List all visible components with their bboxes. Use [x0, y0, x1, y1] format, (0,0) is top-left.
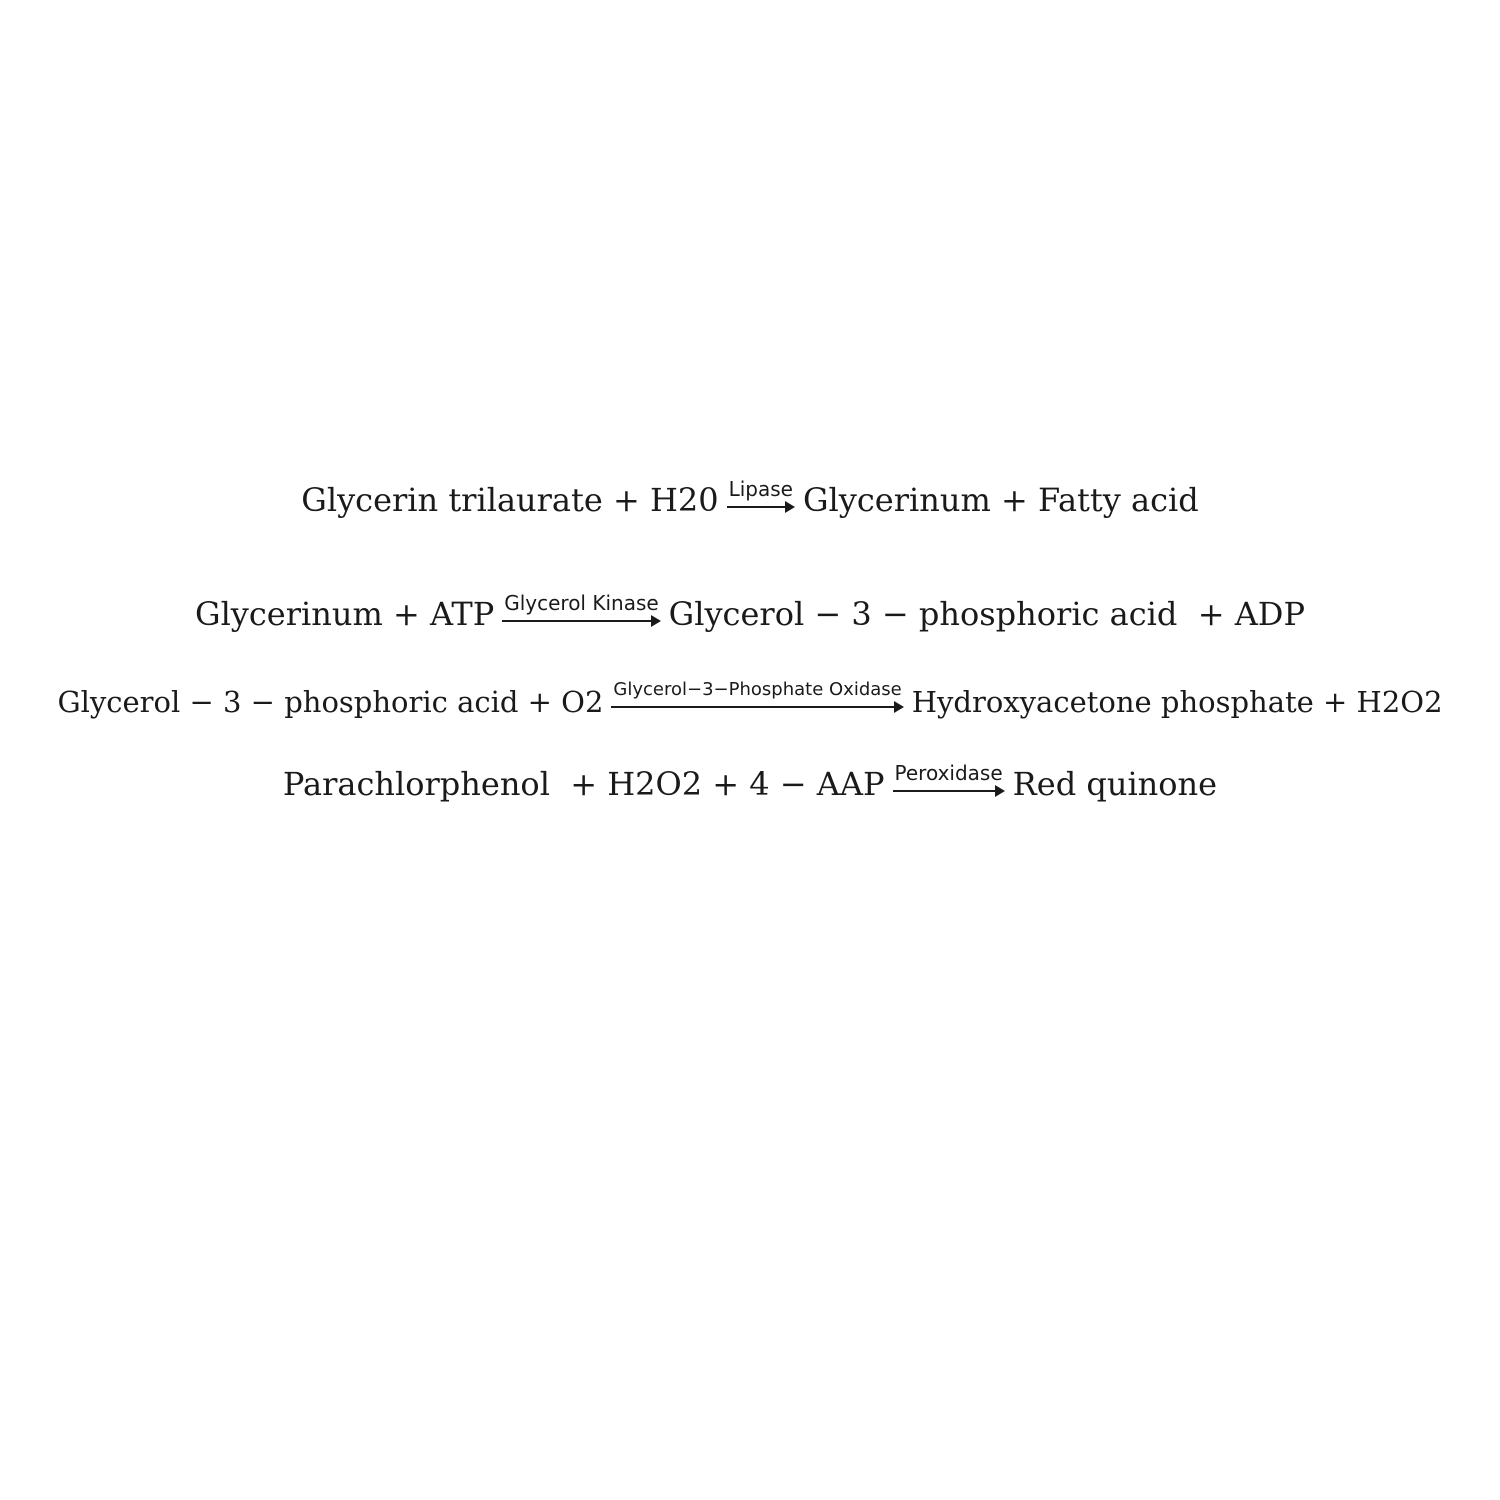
reaction-1-products: Glycerinum + Fatty acid [802, 481, 1199, 519]
reaction-1-reactants: Glycerin trilaurate + H20 [301, 481, 719, 519]
reaction-arrow-icon [611, 700, 903, 714]
reaction-4-reactants: Parachlorphenol + H2O2 + 4 − AAP [282, 765, 885, 803]
reaction-2 [0, 592, 1500, 634]
reaction-4 [0, 762, 1500, 804]
reaction-4-products: Red quinone [1012, 765, 1218, 803]
reaction-arrow-icon [727, 500, 795, 514]
reaction-3-reactants: Glycerol − 3 − phosphoric acid + O2 [57, 685, 604, 719]
reaction-1-arrow-block [727, 478, 795, 520]
reaction-arrow-icon [502, 614, 660, 628]
reaction-2-arrow-block [502, 592, 660, 634]
reaction-3-enzyme: Glycerol−3−Phosphate Oxidase [613, 679, 902, 700]
reaction-4-enzyme: Peroxidase [894, 761, 1003, 785]
reaction-3-products: Hydroxyacetone phosphate + H2O2 [911, 685, 1443, 719]
reaction-3-arrow-block [611, 680, 903, 720]
reaction-1-enzyme: Lipase [728, 477, 793, 501]
reaction-2-reactants: Glycerinum + ATP [195, 595, 495, 633]
reaction-arrow-icon [893, 784, 1005, 798]
reaction-1 [0, 478, 1500, 520]
reaction-4-arrow-block [893, 762, 1005, 804]
reaction-2-products: Glycerol − 3 − phosphoric acid + ADP [668, 595, 1305, 633]
reaction-3 [0, 680, 1500, 720]
reaction-2-enzyme: Glycerol Kinase [504, 591, 659, 615]
